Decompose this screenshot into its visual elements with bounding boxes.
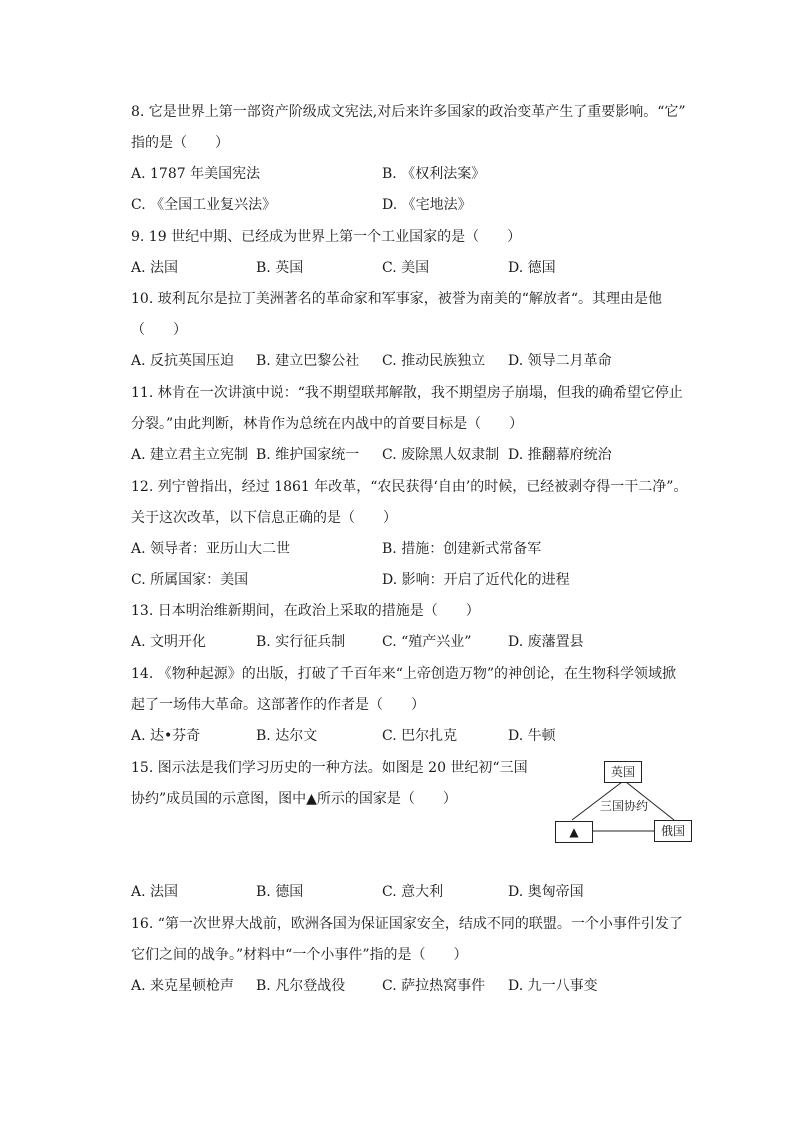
question-8-line-1: 8. 它是世界上第一部资产阶级成文宪法,对后来许多国家的政治变革产生了重要影响。“它” [131,104,686,120]
triple-entente-diagram [554,760,694,846]
q9-option-d[interactable]: D. 德国 [508,260,556,276]
question-8-line-2: 指的是（ ） [131,135,229,151]
question-16-line-2: 它们之间的战争。”材料中“一个小事件”指的是（ ） [131,947,468,963]
triangle-icon: ▲ [569,825,579,839]
q10-option-d[interactable]: D. 领导二月革命 [508,353,612,369]
q16-option-b[interactable]: B. 凡尔登战役 [256,978,346,994]
q15-option-a[interactable]: A. 法国 [131,884,179,900]
q14-option-b[interactable]: B. 达尔文 [256,728,318,744]
q13-option-c[interactable]: C. “殖产兴业” [382,634,472,650]
q11-option-a[interactable]: A. 建立君主立宪制 [131,447,249,463]
question-11-line-2: 分裂。”由此判断，林肯作为总统在内战中的首要目标是（ ） [131,416,524,432]
question-12-line-1: 12. 列宁曾指出，经过 1861 年改革，“农民获得‘自由’的时候，已经被剥夺得一干二净”。 [131,479,688,495]
diagram-node-left-triangle [555,821,593,843]
q16-option-d[interactable]: D. 九一八事变 [508,978,598,994]
q10-option-b[interactable]: B. 建立巴黎公社 [256,353,360,369]
q11-option-d[interactable]: D. 推翻幕府统治 [508,447,612,463]
q16-option-c[interactable]: C. 萨拉热窝事件 [382,978,486,994]
q11-option-b[interactable]: B. 维护国家统一 [256,447,360,463]
q15-option-b[interactable]: B. 德国 [256,884,304,900]
q9-option-c[interactable]: C. 美国 [382,260,430,276]
q12-option-a[interactable]: A. 领导者：亚历山大二世 [131,541,291,557]
q10-option-a[interactable]: A. 反抗英国压迫 [131,353,235,369]
q8-option-d[interactable]: D. 《宅地法》 [382,197,472,213]
q8-option-b[interactable]: B. 《权利法案》 [382,166,486,182]
q13-option-a[interactable]: A. 文明开化 [131,634,207,650]
question-11-line-1: 11. 林肯在一次讲演中说：“我不期望联邦解散，我不期望房子崩塌，但我的确希望它停止 [131,385,683,401]
question-9-line-1: 9. 19 世纪中期、已经成为世界上第一个工业国家的是（ ） [131,229,522,245]
question-15-line-1: 15. 图示法是我们学习历史的一种方法。如图是 20 世纪初“三国 [131,760,528,776]
question-15-line-2: 协约”成员国的示意图，图中▲所示的国家是（ ） [131,791,457,807]
q8-option-a[interactable]: A. 1787 年美国宪法 [131,166,261,182]
question-10-line-1: 10. 玻利瓦尔是拉丁美洲著名的革命家和军事家，被誉为南美的“解放者“。其理由是他 [131,291,663,307]
q16-option-a[interactable]: A. 来克星顿枪声 [131,978,235,994]
q11-option-c[interactable]: C. 废除黑人奴隶制 [382,447,500,463]
q15-option-d[interactable]: D. 奥匈帝国 [508,884,584,900]
question-14-line-2: 起了一场伟大革命。这部著作的作者是（ ） [131,697,425,713]
question-13-line-1: 13. 日本明治维新期间，在政治上采取的措施是（ ） [131,603,480,619]
question-14-line-1: 14. 《物种起源》的出版，打破了千百年来“上帝创造万物”的神创论，在生物科学领域掀 [131,666,677,682]
q13-option-d[interactable]: D. 废藩置县 [508,634,584,650]
q12-option-d[interactable]: D. 影响：开启了近代化的进程 [382,572,570,588]
q15-option-c[interactable]: C. 意大利 [382,884,444,900]
q10-option-c[interactable]: C. 推动民族独立 [382,353,486,369]
question-16-line-1: 16. “第一次世界大战前，欧洲各国为保证国家安全，结成不同的联盟。一个小事件引发了 [131,916,683,932]
q13-option-b[interactable]: B. 实行征兵制 [256,634,346,650]
q12-option-b[interactable]: B. 措施：创建新式常备军 [382,541,542,557]
q14-option-a[interactable]: A. 达•芬奇 [131,728,201,744]
question-12-line-2: 关于这次改革，以下信息正确的是（ ） [131,510,397,526]
q9-option-a[interactable]: A. 法国 [131,260,179,276]
diagram-node-right: 俄国 [654,820,692,842]
diagram-node-top: 英国 [604,761,642,783]
q14-option-d[interactable]: D. 牛顿 [508,728,556,744]
q9-option-b[interactable]: B. 英国 [256,260,304,276]
q8-option-c[interactable]: C. 《全国工业复兴法》 [131,197,277,213]
question-10-line-2: （ ） [131,322,187,338]
diagram-center-label: 三国协约 [599,799,648,813]
q12-option-c[interactable]: C. 所属国家：美国 [131,572,249,588]
q14-option-c[interactable]: C. 巴尔扎克 [382,728,458,744]
